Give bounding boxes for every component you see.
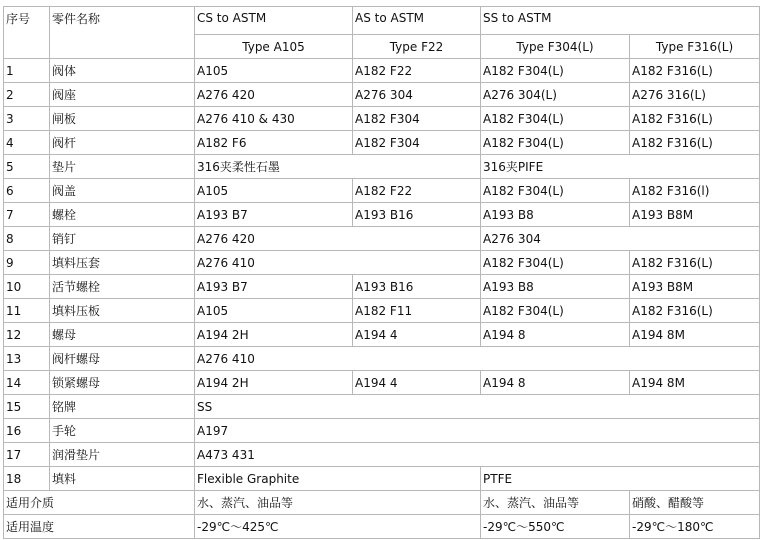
row-part: 润滑垫片: [50, 443, 195, 467]
cell-ss316: A193 B8M: [630, 203, 760, 227]
row-part: 手轮: [50, 419, 195, 443]
cell-ss: A276 304: [481, 227, 760, 251]
cell-as: A182 F22: [353, 179, 481, 203]
cell-cs: A105: [195, 179, 353, 203]
cell-as: A194 4: [353, 323, 481, 347]
row-no: 15: [4, 395, 50, 419]
cell-cs-as: A276 420: [195, 227, 481, 251]
cell-cs: A194 2H: [195, 371, 353, 395]
cell-all: A276 410: [195, 347, 760, 371]
table-row: [4, 179, 760, 203]
temperature-ss316: -29℃～180℃: [630, 515, 760, 539]
medium-row: [4, 491, 760, 515]
table-row: [4, 395, 760, 419]
cell-as: A182 F22: [353, 59, 481, 83]
cell-ss316: A276 316(L): [630, 83, 760, 107]
row-no: 13: [4, 347, 50, 371]
table-row: [4, 107, 760, 131]
cell-cs: A276 420: [195, 83, 353, 107]
cell-ss: 316夹PIFE: [481, 155, 760, 179]
cell-as: A193 B16: [353, 203, 481, 227]
table-row: [4, 275, 760, 299]
table-row: [4, 419, 760, 443]
row-no: 12: [4, 323, 50, 347]
type-f22: Type F22: [353, 35, 481, 59]
row-no: 6: [4, 179, 50, 203]
row-no: 7: [4, 203, 50, 227]
row-part: 铭牌: [50, 395, 195, 419]
row-no: 18: [4, 467, 50, 491]
table-row: [4, 347, 760, 371]
medium-ss316: 硝酸、醋酸等: [630, 491, 760, 515]
temperature-cs-as: -29℃～425℃: [195, 515, 481, 539]
cell-ss304: A182 F304(L): [481, 299, 630, 323]
type-f316l: Type F316(L): [630, 35, 760, 59]
row-part: 填料: [50, 467, 195, 491]
cell-ss316: A182 F316(L): [630, 59, 760, 83]
cell-ss316: A182 F316(L): [630, 299, 760, 323]
cell-as: A182 F304: [353, 107, 481, 131]
cell-cs-as: 316夹柔性石墨: [195, 155, 481, 179]
cell-all: A197: [195, 419, 760, 443]
cell-as: A194 4: [353, 371, 481, 395]
row-no: 10: [4, 275, 50, 299]
row-no: 4: [4, 131, 50, 155]
row-part: 销钉: [50, 227, 195, 251]
table-row: [4, 155, 760, 179]
table-row: [4, 467, 760, 491]
spec-table-container: [3, 6, 759, 539]
row-no: 9: [4, 251, 50, 275]
row-part: 螺母: [50, 323, 195, 347]
cell-ss304: A182 F304(L): [481, 131, 630, 155]
medium-label: 适用介质: [4, 491, 195, 515]
cell-cs: A105: [195, 59, 353, 83]
cell-ss316: A182 F316(L): [630, 131, 760, 155]
row-part: 螺栓: [50, 203, 195, 227]
row-part: 阀座: [50, 83, 195, 107]
cell-cs: A182 F6: [195, 131, 353, 155]
table-row: [4, 323, 760, 347]
header-ss: SS to ASTM: [481, 7, 760, 35]
table-row: [4, 251, 760, 275]
cell-cs-as: Flexible Graphite: [195, 467, 481, 491]
row-part: 闸板: [50, 107, 195, 131]
table-row: [4, 371, 760, 395]
table-row: [4, 59, 760, 83]
material-spec-table: [3, 6, 760, 539]
row-no: 5: [4, 155, 50, 179]
header-no: 序号: [4, 7, 50, 59]
row-part: 填料压板: [50, 299, 195, 323]
cell-ss316: A193 B8M: [630, 275, 760, 299]
row-no: 8: [4, 227, 50, 251]
table-row: [4, 83, 760, 107]
table-row: [4, 443, 760, 467]
row-part: 阀盖: [50, 179, 195, 203]
cell-ss304: A194 8: [481, 323, 630, 347]
cell-as: A193 B16: [353, 275, 481, 299]
temperature-ss304: -29℃～550℃: [481, 515, 630, 539]
row-no: 16: [4, 419, 50, 443]
row-no: 14: [4, 371, 50, 395]
temperature-label: 适用温度: [4, 515, 195, 539]
medium-ss304: 水、蒸汽、油品等: [481, 491, 630, 515]
row-part: 活节螺栓: [50, 275, 195, 299]
cell-ss304: A194 8: [481, 371, 630, 395]
header-row-1: [4, 7, 760, 35]
cell-ss304: A182 F304(L): [481, 179, 630, 203]
cell-ss304: A276 304(L): [481, 83, 630, 107]
cell-ss316: A182 F316(L): [630, 107, 760, 131]
row-no: 3: [4, 107, 50, 131]
table-row: [4, 299, 760, 323]
cell-cs: A193 B7: [195, 203, 353, 227]
row-no: 1: [4, 59, 50, 83]
cell-cs: A276 410 & 430: [195, 107, 353, 131]
cell-ss316: A182 F316(L): [630, 251, 760, 275]
cell-ss316: A182 F316(l): [630, 179, 760, 203]
cell-ss304: A193 B8: [481, 203, 630, 227]
row-part: 填料压套: [50, 251, 195, 275]
cell-ss316: A194 8M: [630, 323, 760, 347]
table-row: [4, 131, 760, 155]
cell-ss304: A182 F304(L): [481, 107, 630, 131]
row-part: 垫片: [50, 155, 195, 179]
cell-ss: PTFE: [481, 467, 760, 491]
cell-ss316: A194 8M: [630, 371, 760, 395]
cell-all: SS: [195, 395, 760, 419]
cell-ss304: A182 F304(L): [481, 251, 630, 275]
cell-cs: A193 B7: [195, 275, 353, 299]
row-no: 17: [4, 443, 50, 467]
cell-cs-as: A276 410: [195, 251, 481, 275]
row-part: 阀杆: [50, 131, 195, 155]
table-row: [4, 227, 760, 251]
cell-all: A473 431: [195, 443, 760, 467]
row-part: 锁紧螺母: [50, 371, 195, 395]
header-part-name: 零件名称: [50, 7, 195, 59]
type-a105: Type A105: [195, 35, 353, 59]
row-no: 2: [4, 83, 50, 107]
type-f304l: Type F304(L): [481, 35, 630, 59]
cell-as: A182 F11: [353, 299, 481, 323]
cell-ss304: A193 B8: [481, 275, 630, 299]
cell-ss304: A182 F304(L): [481, 59, 630, 83]
table-row: [4, 203, 760, 227]
temperature-row: [4, 515, 760, 539]
cell-as: A182 F304: [353, 131, 481, 155]
header-as: AS to ASTM: [353, 7, 481, 35]
header-cs: CS to ASTM: [195, 7, 353, 35]
row-part: 阀体: [50, 59, 195, 83]
cell-as: A276 304: [353, 83, 481, 107]
row-no: 11: [4, 299, 50, 323]
medium-cs-as: 水、蒸汽、油品等: [195, 491, 481, 515]
cell-cs: A105: [195, 299, 353, 323]
cell-cs: A194 2H: [195, 323, 353, 347]
row-part: 阀杆螺母: [50, 347, 195, 371]
